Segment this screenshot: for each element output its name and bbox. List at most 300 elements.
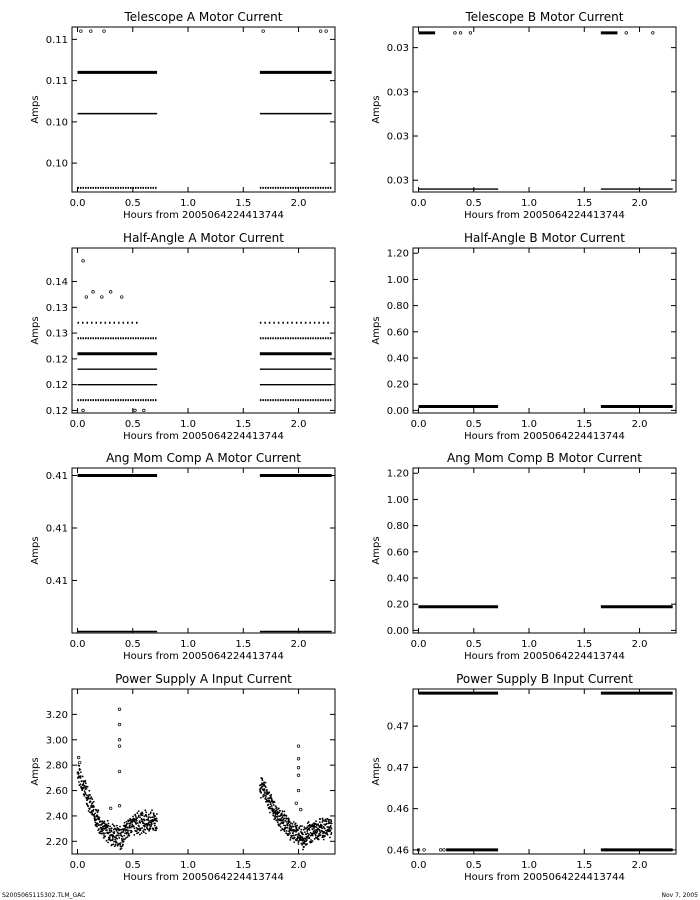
- data-point: [270, 794, 272, 796]
- data-point: [118, 745, 121, 748]
- x-tick-label: 2.0: [290, 639, 307, 650]
- data-point: [262, 796, 264, 798]
- data-point: [126, 821, 128, 823]
- data-point: [283, 817, 285, 819]
- data-point: [118, 770, 121, 773]
- x-tick-label: 0.5: [465, 639, 482, 650]
- data-point: [103, 834, 105, 836]
- data-point: [123, 828, 125, 830]
- data-point: [136, 830, 138, 832]
- data-point: [290, 828, 292, 830]
- chart-panel-5: [30, 451, 335, 662]
- data-point: [128, 830, 130, 832]
- data-point: [129, 824, 131, 826]
- y-axis-label: Amps: [371, 757, 382, 786]
- data-point: [123, 840, 125, 842]
- data-point: [287, 825, 289, 827]
- data-point: [443, 849, 446, 852]
- data-point: [316, 831, 318, 833]
- data-point: [288, 834, 290, 836]
- data-point: [98, 828, 100, 830]
- x-tick-label: 0.5: [124, 198, 141, 209]
- data-point: [469, 32, 472, 35]
- data-point: [265, 782, 267, 784]
- data-point: [297, 745, 300, 748]
- data-point: [82, 409, 85, 412]
- data-point: [309, 826, 311, 828]
- x-tick-label: 2.0: [631, 860, 648, 871]
- data-point: [133, 834, 135, 836]
- data-point: [304, 831, 306, 833]
- data-point: [324, 828, 326, 830]
- data-point: [260, 797, 262, 799]
- data-point: [264, 793, 266, 795]
- x-tick-label: 1.0: [521, 419, 537, 430]
- y-tick-label: 0.60: [386, 547, 409, 559]
- data-point: [323, 839, 325, 841]
- data-point: [150, 811, 152, 813]
- chart-panel-6: [371, 451, 676, 662]
- data-point: [77, 756, 80, 759]
- data-point: [279, 810, 281, 812]
- data-point: [145, 811, 147, 813]
- plot-frame: [72, 468, 335, 633]
- data-point: [88, 810, 90, 812]
- data-point: [146, 819, 148, 821]
- data-point: [299, 808, 302, 811]
- data-point: [108, 828, 110, 830]
- x-axis-label: Hours from 2005064224413744: [123, 431, 284, 442]
- chart-title: Half-Angle B Motor Current: [464, 231, 625, 245]
- data-point: [80, 783, 82, 785]
- data-point: [102, 829, 104, 831]
- data-point: [144, 820, 146, 822]
- data-point: [148, 814, 150, 816]
- data-point: [319, 818, 321, 820]
- data-point: [264, 788, 266, 790]
- data-point: [268, 799, 270, 801]
- data-point: [120, 296, 123, 299]
- data-point: [296, 825, 298, 827]
- data-point: [145, 833, 147, 835]
- data-point: [118, 835, 120, 837]
- data-point: [141, 827, 143, 829]
- x-tick-label: 1.5: [235, 860, 252, 871]
- chart-title: Ang Mom Comp B Motor Current: [447, 451, 642, 465]
- chart-title: Half-Angle A Motor Current: [123, 231, 284, 245]
- data-point: [280, 826, 282, 828]
- data-point: [88, 790, 90, 792]
- data-point: [283, 821, 285, 823]
- data-point: [82, 260, 85, 263]
- x-tick-label: 1.0: [521, 860, 537, 871]
- data-point: [137, 822, 139, 824]
- data-point: [150, 825, 152, 827]
- data-point: [326, 821, 328, 823]
- data-point: [144, 829, 146, 831]
- y-tick-label: 0.60: [386, 327, 409, 339]
- data-point: [297, 758, 300, 761]
- data-point: [283, 811, 285, 813]
- data-point: [106, 829, 108, 831]
- data-point: [302, 849, 304, 851]
- data-point: [114, 839, 116, 841]
- data-point: [139, 834, 141, 836]
- data-point: [135, 823, 137, 825]
- data-point: [107, 842, 109, 844]
- x-tick-label: 1.5: [576, 419, 593, 430]
- data-point: [137, 832, 139, 834]
- data-point: [303, 846, 305, 848]
- data-point: [86, 788, 88, 790]
- data-point: [116, 830, 118, 832]
- data-point: [302, 834, 304, 836]
- footer-date: Nov 7, 2005: [661, 892, 698, 899]
- y-tick-label: 0.46: [386, 845, 409, 857]
- plot-frame: [72, 27, 335, 192]
- data-point: [281, 812, 283, 814]
- data-point: [316, 826, 318, 828]
- data-point: [149, 828, 151, 830]
- data-point: [126, 836, 128, 838]
- x-tick-label: 1.0: [180, 198, 196, 209]
- data-point: [136, 820, 138, 822]
- data-point: [81, 780, 83, 782]
- data-point: [278, 807, 280, 809]
- data-point: [80, 30, 83, 33]
- data-point: [139, 822, 141, 824]
- data-point: [315, 820, 317, 822]
- data-point: [124, 830, 126, 832]
- y-axis-label: Amps: [371, 95, 382, 124]
- plot-frame: [413, 248, 676, 413]
- y-tick-label: 0.03: [386, 43, 409, 55]
- footer-filename: S2005065115302.TLM_GAC: [2, 892, 86, 899]
- y-tick-label: 0.11: [45, 34, 68, 46]
- data-point: [118, 837, 120, 839]
- y-tick-label: 0.10: [45, 117, 68, 129]
- data-point: [651, 32, 654, 35]
- data-point: [269, 812, 271, 814]
- y-tick-label: 0.20: [386, 379, 409, 391]
- y-tick-label: 0.03: [386, 131, 409, 143]
- data-point: [298, 833, 300, 835]
- data-point: [290, 822, 292, 824]
- data-point: [295, 823, 297, 825]
- y-tick-label: 1.00: [386, 274, 409, 286]
- x-tick-label: 0.0: [69, 639, 86, 650]
- data-point: [282, 810, 284, 812]
- data-point: [325, 30, 328, 33]
- x-tick-label: 0.0: [410, 419, 427, 430]
- data-point: [87, 805, 89, 807]
- data-point: [93, 809, 95, 811]
- x-tick-label: 0.0: [69, 198, 86, 209]
- data-point: [139, 816, 141, 818]
- data-point: [147, 820, 149, 822]
- y-tick-label: 0.12: [45, 380, 68, 392]
- data-point: [263, 781, 265, 783]
- data-point: [273, 804, 275, 806]
- data-point: [285, 832, 287, 834]
- data-point: [156, 813, 158, 815]
- y-axis-label: Amps: [30, 316, 41, 345]
- data-point: [141, 832, 143, 834]
- x-axis-label: Hours from 2005064224413744: [123, 651, 284, 662]
- data-point: [92, 812, 94, 814]
- x-tick-label: 0.0: [69, 860, 86, 871]
- y-tick-label: 0.13: [45, 328, 68, 340]
- y-tick-label: 3.00: [45, 735, 68, 747]
- data-point: [295, 834, 297, 836]
- data-point: [107, 825, 109, 827]
- data-point: [294, 837, 296, 839]
- x-tick-label: 0.5: [465, 419, 482, 430]
- data-point: [81, 789, 83, 791]
- data-point: [132, 816, 134, 818]
- data-point: [109, 807, 112, 810]
- data-point: [128, 835, 130, 837]
- data-point: [154, 823, 156, 825]
- data-point: [116, 834, 118, 836]
- x-tick-label: 0.5: [124, 639, 141, 650]
- data-point: [289, 832, 291, 834]
- data-point: [454, 32, 457, 35]
- data-point: [111, 830, 113, 832]
- data-point: [261, 779, 263, 781]
- data-point: [112, 838, 114, 840]
- y-tick-label: 0.11: [45, 76, 68, 88]
- data-point: [89, 794, 91, 796]
- data-point: [80, 771, 82, 773]
- data-point: [293, 826, 295, 828]
- data-point: [133, 826, 135, 828]
- data-point: [127, 823, 129, 825]
- data-point: [295, 826, 297, 828]
- data-point: [297, 789, 300, 792]
- x-tick-label: 2.0: [290, 419, 307, 430]
- plot-frame: [413, 689, 676, 854]
- data-point: [330, 820, 332, 822]
- data-point: [104, 835, 106, 837]
- data-point: [78, 781, 80, 783]
- data-point: [283, 824, 285, 826]
- data-point: [96, 826, 98, 828]
- data-point: [95, 810, 97, 812]
- data-point: [99, 832, 101, 834]
- data-point: [93, 801, 95, 803]
- data-point: [276, 820, 278, 822]
- data-point: [103, 30, 106, 33]
- data-point: [315, 835, 317, 837]
- data-point: [296, 834, 298, 836]
- y-tick-label: 0.80: [386, 521, 409, 533]
- y-tick-label: 0.47: [386, 762, 409, 774]
- data-point: [123, 835, 125, 837]
- x-tick-label: 1.0: [180, 860, 196, 871]
- data-point: [156, 820, 158, 822]
- data-point: [301, 844, 303, 846]
- data-point: [127, 827, 129, 829]
- data-point: [272, 815, 274, 817]
- data-point: [271, 805, 273, 807]
- data-point: [312, 835, 314, 837]
- chart-panel-3: [30, 231, 335, 442]
- data-point: [265, 797, 267, 799]
- data-point: [122, 843, 124, 845]
- x-axis-label: Hours from 2005064224413744: [123, 872, 284, 883]
- x-tick-label: 1.0: [521, 639, 537, 650]
- data-point: [111, 844, 113, 846]
- x-axis-label: Hours from 2005064224413744: [464, 431, 625, 442]
- data-point: [135, 821, 137, 823]
- y-tick-label: 0.80: [386, 301, 409, 313]
- data-point: [106, 840, 108, 842]
- y-tick-label: 0.47: [386, 721, 409, 733]
- y-tick-label: 0.12: [45, 354, 68, 366]
- chart-title: Telescope A Motor Current: [124, 10, 283, 24]
- data-point: [439, 849, 442, 852]
- data-point: [136, 812, 138, 814]
- x-axis-label: Hours from 2005064224413744: [464, 210, 625, 221]
- data-point: [118, 738, 121, 741]
- data-point: [122, 831, 124, 833]
- data-point: [143, 831, 145, 833]
- data-point: [329, 836, 331, 838]
- chart-panel-1: [30, 10, 335, 221]
- data-point: [330, 825, 332, 827]
- data-point: [138, 810, 140, 812]
- x-tick-label: 2.0: [631, 639, 648, 650]
- data-point: [154, 825, 156, 827]
- data-point: [150, 817, 152, 819]
- data-point: [109, 837, 111, 839]
- data-point: [104, 820, 106, 822]
- data-point: [625, 32, 628, 35]
- data-point: [118, 708, 121, 711]
- data-point: [115, 844, 117, 846]
- data-point: [122, 836, 124, 838]
- plot-frame: [72, 248, 335, 413]
- data-point: [146, 816, 148, 818]
- data-point: [291, 823, 293, 825]
- data-point: [293, 834, 295, 836]
- data-point: [134, 828, 136, 830]
- y-tick-label: 0.20: [386, 599, 409, 611]
- y-axis-label: Amps: [371, 316, 382, 345]
- x-tick-label: 2.0: [290, 198, 307, 209]
- y-tick-label: 2.40: [45, 811, 68, 823]
- data-point: [312, 840, 314, 842]
- data-point: [120, 842, 122, 844]
- x-tick-label: 0.5: [465, 198, 482, 209]
- data-point: [130, 822, 132, 824]
- data-point: [112, 823, 114, 825]
- y-tick-label: 0.03: [386, 175, 409, 187]
- data-point: [301, 825, 303, 827]
- data-point: [268, 791, 270, 793]
- x-tick-label: 0.5: [465, 860, 482, 871]
- data-point: [109, 830, 111, 832]
- data-point: [268, 804, 270, 806]
- y-tick-label: 2.20: [45, 836, 68, 848]
- data-point: [331, 832, 333, 834]
- data-point: [114, 825, 116, 827]
- y-axis-label: Amps: [371, 536, 382, 565]
- data-point: [98, 818, 100, 820]
- data-point: [154, 815, 156, 817]
- y-tick-label: 0.00: [386, 625, 409, 637]
- data-point: [124, 832, 126, 834]
- data-point: [260, 792, 262, 794]
- data-point: [285, 827, 287, 829]
- data-point: [109, 291, 112, 294]
- chart-panel-2: [371, 10, 676, 221]
- data-point: [327, 834, 329, 836]
- data-point: [83, 788, 85, 790]
- x-tick-label: 0.5: [124, 419, 141, 430]
- data-point: [135, 814, 137, 816]
- data-point: [99, 817, 101, 819]
- data-point: [111, 827, 113, 829]
- data-point: [277, 815, 279, 817]
- data-point: [286, 830, 288, 832]
- data-point: [319, 30, 322, 33]
- data-point: [86, 794, 88, 796]
- data-point: [279, 825, 281, 827]
- y-tick-label: 0.41: [45, 523, 68, 535]
- data-point: [289, 820, 291, 822]
- data-point: [143, 409, 146, 412]
- data-point: [270, 803, 272, 805]
- data-point: [151, 816, 153, 818]
- data-point: [144, 809, 146, 811]
- data-point: [134, 409, 137, 412]
- data-point: [101, 296, 104, 299]
- data-point: [85, 782, 87, 784]
- y-tick-label: 0.13: [45, 302, 68, 314]
- chart-title: Telescope B Motor Current: [465, 10, 624, 24]
- data-point: [156, 828, 158, 830]
- data-point: [84, 780, 86, 782]
- data-point: [313, 827, 315, 829]
- x-tick-label: 1.5: [235, 639, 252, 650]
- data-point: [293, 821, 295, 823]
- data-point: [274, 817, 276, 819]
- data-point: [297, 774, 300, 777]
- chart-panel-7: [30, 672, 335, 883]
- data-point: [269, 806, 271, 808]
- y-tick-label: 2.60: [45, 786, 68, 798]
- data-point: [309, 829, 311, 831]
- chart-panel-4: [371, 231, 676, 442]
- data-point: [280, 829, 282, 831]
- data-point: [78, 761, 81, 764]
- data-point: [116, 842, 118, 844]
- data-point: [295, 802, 298, 805]
- data-point: [121, 838, 123, 840]
- data-point: [274, 801, 276, 803]
- y-tick-label: 0.40: [386, 573, 409, 585]
- data-point: [277, 821, 279, 823]
- data-point: [118, 833, 120, 835]
- data-point: [80, 775, 82, 777]
- y-tick-label: 3.20: [45, 709, 68, 721]
- data-point: [309, 837, 311, 839]
- y-axis-label: Amps: [30, 536, 41, 565]
- data-point: [136, 817, 138, 819]
- data-point: [126, 830, 128, 832]
